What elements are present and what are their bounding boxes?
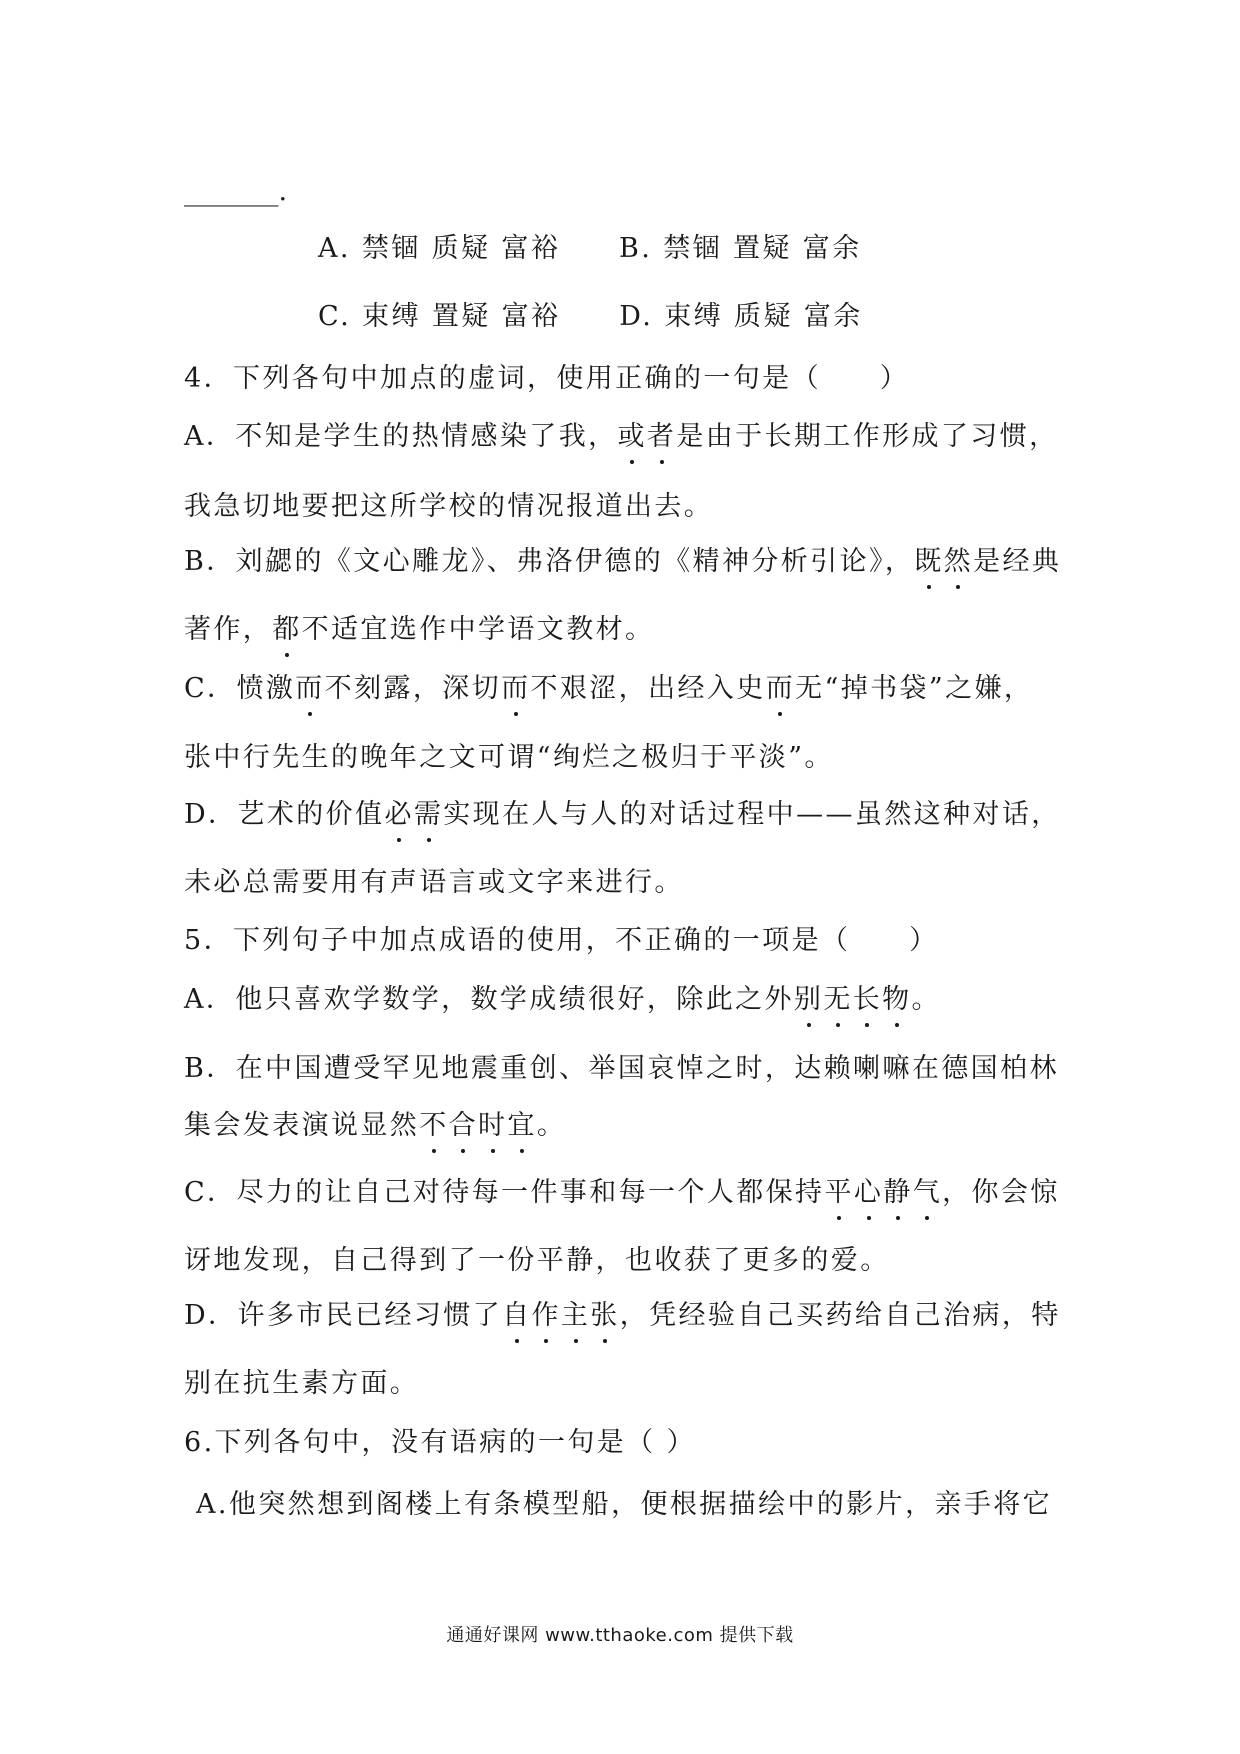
text: C．尽力的让自己对待每一件事和每一个人都保持 — [184, 1177, 825, 1208]
emphasis-dot-char: 自 — [502, 1296, 531, 1336]
emphasis-dot-char: 作 — [531, 1296, 560, 1336]
q4-stem: 4．下列各句中加点的虚词，使用正确的一句是（ ） — [184, 363, 910, 394]
text: ，凭经验自己买药给自己治病，特 — [619, 1300, 1061, 1331]
q6-option-a: A.他突然想到阁楼上有条模型船，便根据描绘中的影片，亲手将它 — [196, 1489, 1053, 1520]
text: B．刘勰的《文心雕龙》、弗洛伊德的《精神分析引论》， — [184, 546, 915, 577]
dotted-word — [766, 673, 795, 704]
emphasis-dot-char: 宜 — [507, 1106, 536, 1146]
q5-option-c-cont: 讶地发现，自己得到了一份平静，也收获了更多的爱。 — [184, 1245, 890, 1276]
text: 不刻露，深切 — [324, 673, 502, 704]
emphasis-dot-char: 或 — [618, 417, 647, 457]
text: 。 — [536, 1110, 567, 1141]
emphasis-dot-char: 静 — [883, 1173, 912, 1213]
emphasis-dot-char: 然 — [944, 542, 973, 582]
q5-option-d-cont: 别在抗生素方面。 — [184, 1368, 420, 1399]
q5-option-c — [184, 1173, 1060, 1213]
text: 是经典 — [973, 546, 1062, 577]
q4-option-d-cont: 未必总需要用有声语言或文字来进行。 — [184, 867, 684, 898]
text: 集会发表演说显然 — [184, 1110, 420, 1141]
dotted-word — [914, 546, 973, 577]
q4-option-b-cont — [184, 610, 654, 650]
q3-options-cd: C. 束缚 置疑 富裕 D. 束缚 质疑 富余 — [318, 301, 863, 332]
text: 不艰涩，出经入史 — [530, 673, 766, 704]
answer-blank: _______. — [184, 176, 288, 207]
dotted-word — [272, 614, 301, 645]
text: 不适宜选作中学语文教材。 — [301, 614, 655, 645]
q4-option-a-cont: 我急切地要把这所学校的情况报道出去。 — [184, 491, 714, 522]
emphasis-dot-char: 既 — [914, 542, 943, 582]
text: D．艺术的价值 — [184, 799, 385, 830]
emphasis-dot-char: 平 — [824, 1173, 853, 1213]
q5-stem: 5．下列句子中加点成语的使用，不正确的一项是（ ） — [184, 925, 939, 956]
q5-option-a — [184, 980, 941, 1020]
q6-stem: 6.下列各句中，没有语病的一句是（ ） — [184, 1427, 696, 1458]
q4-option-c-cont: 张中行先生的晚年之文可谓“绚烂之极归于平淡”。 — [184, 742, 834, 773]
emphasis-dot-char: 而 — [766, 669, 795, 709]
emphasis-dot-char: 不 — [419, 1106, 448, 1146]
dotted-word — [295, 673, 324, 704]
q4-option-c — [184, 669, 1033, 709]
text: 实现在人与人的对话过程中——虽然这种对话， — [443, 799, 1061, 830]
q3-options-ab: A. 禁锢 质疑 富裕 B. 禁锢 置疑 富余 — [318, 233, 862, 264]
emphasis-dot-char: 时 — [478, 1106, 507, 1146]
q5-option-d — [184, 1296, 1061, 1336]
q4-option-a — [184, 417, 1059, 457]
text: 。 — [911, 984, 941, 1015]
emphasis-dot-char: 合 — [449, 1106, 478, 1146]
text: C．愤激 — [184, 673, 296, 704]
emphasis-dot-char: 者 — [647, 417, 676, 457]
dotted-word — [824, 1177, 942, 1208]
emphasis-dot-char: 心 — [854, 1173, 883, 1213]
emphasis-dot-char: 必 — [384, 795, 413, 835]
dotted-word — [618, 421, 677, 452]
dotted-word — [794, 984, 912, 1015]
emphasis-dot-char: 主 — [561, 1296, 590, 1336]
emphasis-dot-char: 别 — [794, 980, 823, 1020]
emphasis-dot-char: 而 — [295, 669, 324, 709]
emphasis-dot-char: 需 — [414, 795, 443, 835]
emphasis-dot-char: 张 — [590, 1296, 619, 1336]
text: 是由于长期工作形成了习惯， — [676, 421, 1059, 452]
dotted-word — [419, 1110, 537, 1141]
emphasis-dot-char: 物 — [882, 980, 911, 1020]
q4-option-b — [184, 542, 1061, 582]
text: A．他只喜欢学数学，数学成绩很好，除此之外 — [184, 984, 794, 1015]
q5-option-b: B．在中国遭受罕见地震重创、举国哀悼之时，达赖喇嘛在德国柏林 — [184, 1053, 1059, 1084]
emphasis-dot-char: 都 — [272, 610, 301, 650]
emphasis-dot-char: 长 — [853, 980, 882, 1020]
text: 著作， — [184, 614, 273, 645]
dotted-word — [384, 799, 443, 830]
emphasis-dot-char: 气 — [913, 1173, 942, 1213]
emphasis-dot-char: 而 — [501, 669, 530, 709]
page-footer: 通通好课网 www.tthaoke.com 提供下载 — [446, 1625, 794, 1646]
text: 无“掉书袋”之嫌， — [795, 673, 1034, 704]
text: D．许多市民已经习惯了 — [184, 1300, 503, 1331]
dotted-word — [501, 673, 530, 704]
emphasis-dot-char: 无 — [823, 980, 852, 1020]
dotted-word — [502, 1300, 620, 1331]
text: A．不知是学生的热情感染了我， — [184, 421, 618, 452]
q5-option-b-cont — [184, 1106, 566, 1146]
q4-option-d — [184, 795, 1061, 835]
text: ，你会惊 — [942, 1177, 1060, 1208]
